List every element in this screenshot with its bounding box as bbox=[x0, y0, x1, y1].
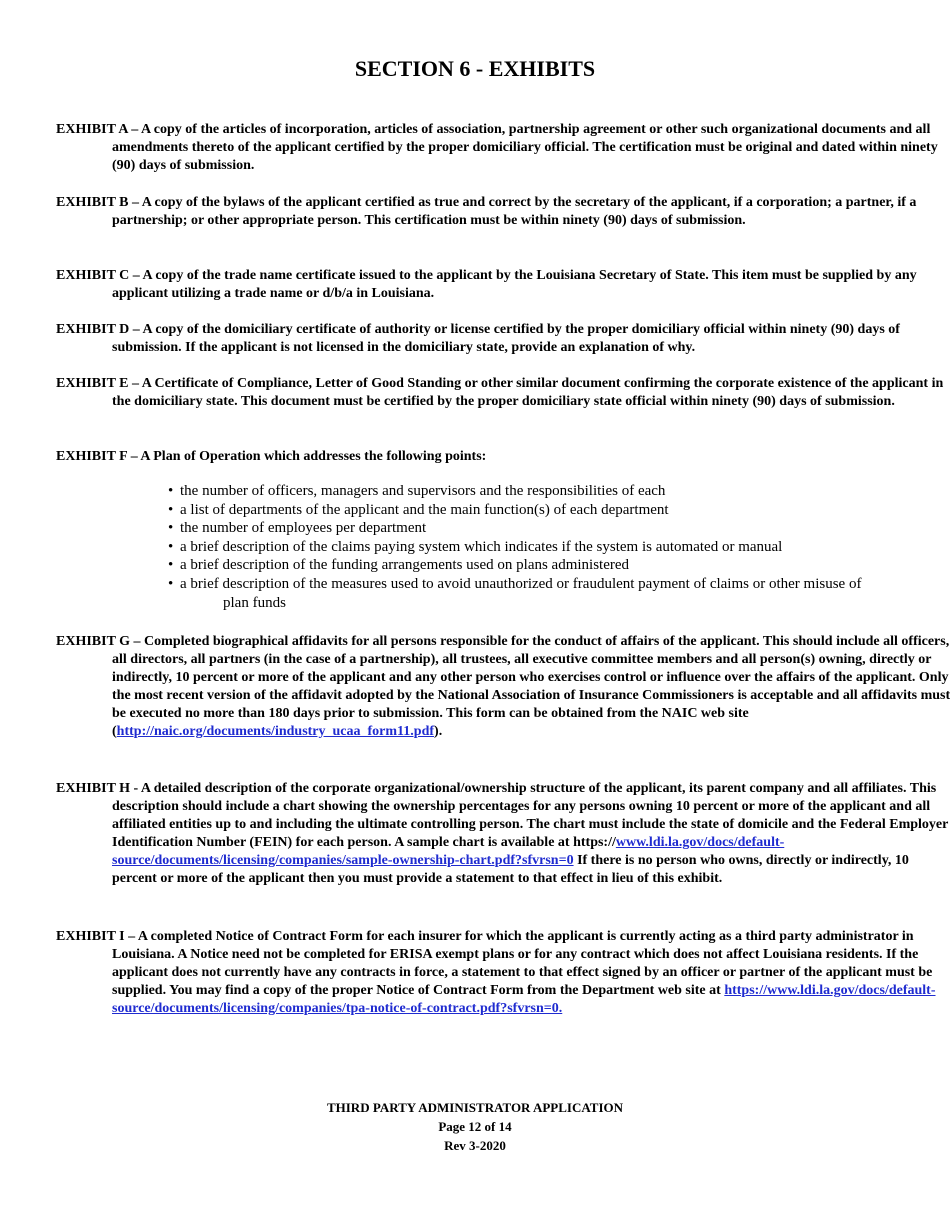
list-item-text: a list of departments of the applicant and the main function(s) of each department bbox=[180, 501, 669, 518]
footer-revision: Rev 3-2020 bbox=[444, 1138, 506, 1153]
list-item bbox=[168, 501, 888, 520]
exhibit-c: EXHIBIT C – A copy of the trade name certificate issued to the applicant by the Louisiana Secretary of State. This item must be supplied by any applicant utilizing a trade name or d/b/a in Louisiana. bbox=[56, 268, 917, 301]
footer-page-number: Page 12 of 14 bbox=[438, 1119, 512, 1134]
naic-affidavit-link[interactable]: http://naic.org/documents/industry_ucaa_form11.pdf bbox=[116, 724, 435, 739]
bullet-icon: • bbox=[168, 501, 174, 518]
list-item bbox=[168, 538, 888, 557]
page-title: SECTION 6 - EXHIBITS bbox=[354, 56, 596, 81]
bullet-icon: • bbox=[168, 538, 174, 555]
list-item-text: a brief description of the claims paying system which indicates if the system is automated or manual bbox=[180, 538, 783, 555]
exhibit-d: EXHIBIT D – A copy of the domiciliary certificate of authority or license certified by the proper domiciliary official within ninety (90) days of submission. If the applicant is not licensed in the domiciliary state, provide an explanation of why. bbox=[56, 322, 900, 355]
list-item bbox=[168, 482, 888, 501]
exhibit-h-after: If there is no person who owns, directly or indirectly, 10 percent or more of the applicant then you must provide a statement to that effect in lieu of this exhibit. bbox=[112, 853, 909, 886]
list-item bbox=[168, 575, 888, 612]
exhibit-h bbox=[56, 780, 950, 888]
bullet-icon: • bbox=[168, 483, 174, 499]
notice-of-contract-link[interactable]: https://www.ldi.la.gov/docs/default-source/documents/licensing/companies/tpa-notice-of-contract.pdf?sfvrsn=0. bbox=[112, 983, 936, 1016]
exhibit-f: EXHIBIT F – A Plan of Operation which addresses the following points: bbox=[56, 449, 487, 464]
bullet-icon: • bbox=[168, 575, 174, 592]
list-item-text: the number of employees per department bbox=[180, 520, 427, 537]
exhibit-i-text: EXHIBIT I – A completed Notice of Contract Form for each insurer for which the applicant is currently acting as a third party administrator in Louisiana. A Notice need not be completed for ERISA exempt plans or for any contract which does not affect Louisiana residents. If the applicant does not currently have any contracts in force, a statement to that effect signed by an officer or partner of the applicant must be supplied. You may find a copy of the proper Notice of Contract Form from the Department web site at bbox=[56, 929, 933, 998]
plan-of-operation-list bbox=[168, 482, 888, 612]
list-item bbox=[168, 519, 888, 538]
bullet-icon: • bbox=[168, 557, 174, 574]
exhibit-g bbox=[56, 633, 950, 741]
exhibit-a: EXHIBIT A – A copy of the articles of incorporation, articles of association, partnership agreement or other such organizational documents and all amendments thereto of the applicant certified by the proper domiciliary official. The certification must be original and dated within ninety (90) days of submission. bbox=[56, 122, 938, 173]
exhibit-i bbox=[56, 928, 950, 1018]
exhibit-h-text: EXHIBIT H - A detailed description of the corporate organizational/ownership structure of the applicant, its parent company and all affiliates. This description should include a chart showing the ownership percentages for any persons owning 10 percent or more of the applicant and all affiliated entities up to and including the ultimate controlling person. The chart must include the state of domicile and the Federal Employer Identification Number (FEIN) for each person. A sample chart is available at https:// bbox=[56, 781, 949, 850]
list-item-text: a brief description of the measures used to avoid unauthorized or fraudulent payment of claims or other misuse of plan funds bbox=[180, 575, 862, 611]
page-footer bbox=[0, 1098, 950, 1155]
footer-app-name: THIRD PARTY ADMINISTRATOR APPLICATION bbox=[326, 1100, 624, 1115]
exhibit-g-after: ). bbox=[434, 724, 443, 739]
bullet-icon: • bbox=[168, 520, 174, 537]
list-item-text: a brief description of the funding arrangements used on plans administered bbox=[180, 557, 630, 574]
exhibit-g-text: EXHIBIT G – Completed biographical affidavits for all persons responsible for the conduct of affairs of the applicant. This should include all officers, all directors, all partners (in the case of a partnership), all trustees, all executive committee members and all person(s) owning, directly or indirectly, 10 percent or more of the applicant and any other person who exercises control or influence over the affairs of the applicant. Only the most recent version of the affidavit adopted by the National Association of Insurance Commissioners is acceptable and all affidavits must be executed no more than 180 days prior to submission. This form can be obtained from the NAIC web site ( bbox=[56, 634, 950, 739]
exhibit-e: EXHIBIT E – A Certificate of Compliance, Letter of Good Standing or other similar document confirming the corporate existence of the applicant in the domiciliary state. This document must be certified by the proper domiciliary state official within ninety (90) days of submission. bbox=[56, 376, 944, 409]
sample-ownership-chart-link[interactable]: www.ldi.la.gov/docs/default-source/documents/licensing/companies/sample-ownership-chart.pdf?sfvrsn=0 bbox=[112, 835, 785, 868]
exhibit-b: EXHIBIT B – A copy of the bylaws of the applicant certified as true and correct by the secretary of the applicant, if a corporation; a partner, if a partnership; or other appropriate person. This certification must be within ninety (90) days of submission. bbox=[56, 195, 917, 228]
list-item bbox=[168, 556, 888, 575]
list-item-text: the number of officers, managers and supervisors and the responsibilities of each bbox=[180, 483, 666, 499]
